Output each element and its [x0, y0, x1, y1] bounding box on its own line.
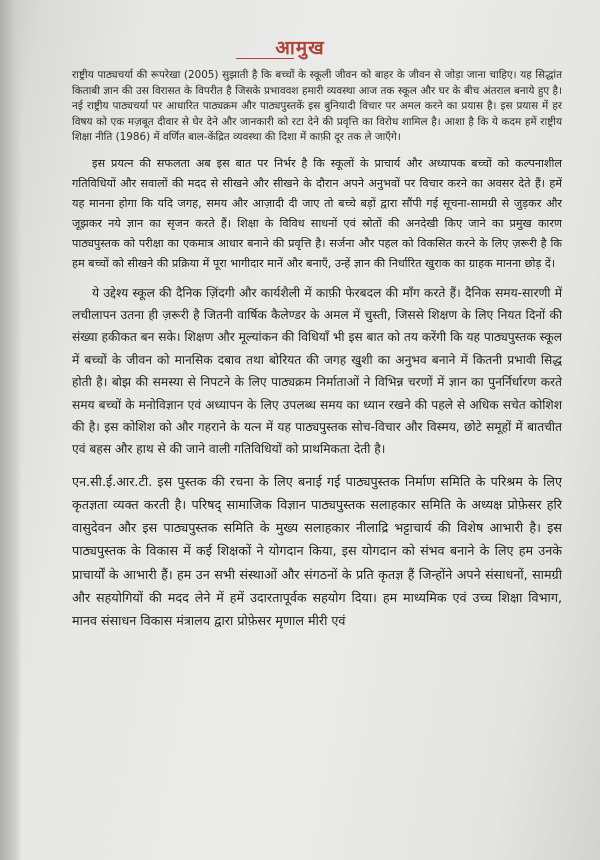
document-body [72, 68, 562, 632]
paragraph-4: एन.सी.ई.आर.टी. इस पुस्तक की रचना के लिए बनाई गई पाठ्यपुस्तक निर्माण समिति के परिश्रम के लिए कृतज्ञता व्यक्त करती है। परिषद् सामाजिक विज्ञान पाठ्यपुस्तक सलाहकार समिति के अध्यक्ष प्रोफ़ेसर हरि वासुदेवन और इस पाठ्यपुस्तक समिति के मुख्य सलाहकार नीलाद्रि भट्टाचार्य की विशेष आभारी है। इस पाठ्यपुस्तक के विकास में कई शिक्षकों ने योगदान किया, इस योगदान को संभव बनाने के लिए हम उनके प्राचार्यों के आभारी हैं। हम उन सभी संस्थाओं और संगठनों के प्रति कृतज्ञ हैं जिन्होंने अपने संसाधनों, सामग्री और सहयोगियों की मदद लेने में हमें उदारतापूर्वक सहयोग दिया। हम माध्यमिक एवं उच्च शिक्षा विभाग, मानव संसाधन विकास मंत्रालय द्वारा प्रोफ़ेसर मृणाल मीरी एवं [72, 473, 562, 628]
paragraph-1: राष्ट्रीय पाठ्यचर्या की रूपरेखा (2005) सुझाती है कि बच्चों के स्कूली जीवन को बाहर के जीवन से जोड़ा जाना चाहिए। यह सिद्धांत किताबी ज्ञान की उस विरासत के विपरीत है जिसके प्रभाववश हमारी व्यवस्था आज तक स्कूल और घर के बीच अंतराल बनाये हुए है। नई राष्ट्रीय पाठ्यचर्या पर आधारित पाठ्यक्रम और पाठ्यपुस्तकें इस बुनियादी विचार पर अमल करने का प्रयास है। इस प्रयास में हर विषय को एक मज़बूत दीवार से घेर देने और जानकारी को रटा देने की प्रवृत्ति का विरोध शामिल है। आशा है कि ये कदम हमें राष्ट्रीय शिक्षा नीति (1986) में वर्णित बाल-केंद्रित व्यवस्था की दिशा में काफ़ी दूर तक ले जाएँगे। [72, 69, 562, 143]
page-binding-shadow [0, 0, 22, 860]
page-title: आमुख [275, 37, 325, 59]
paragraph-2: इस प्रयत्न की सफलता अब इस बात पर निर्भर है कि स्कूलों के प्राचार्य और अध्यापक बच्चों को कल्पनाशील गतिविधियों और सवालों की मदद से सीखने और सीखने के दौरान अपने अनुभवों पर विचार करने का अवसर देते हैं। हमें यह मानना होगा कि यदि जगह, समय और आज़ादी दी जाए तो बच्चे बड़ों द्वारा सौंपी गई सूचना-सामग्री से जुड़कर और जूझकर नये ज्ञान का सृजन करते हैं। शिक्षा के विविध साधनों एवं स्रोतों की अनदेखी किए जाने का प्रमुख कारण पाठ्यपुस्तक को परीक्षा का एकमात्र आधार बनाने की प्रवृत्ति है। सर्जना और पहल को विकसित करने के लिए ज़रूरी है कि हम बच्चों को सीखने की प्रक्रिया में पूरा भागीदार मानें और बनाएँ, उन्हें ज्ञान की निर्धारित खुराक का ग्राहक मानना छोड़ दें। [72, 156, 562, 270]
title-underline [236, 58, 294, 59]
paragraph-3: ये उद्देश्य स्कूल की दैनिक ज़िंदगी और कार्यशैली में काफ़ी फेरबदल की माँग करते हैं। दैनिक समय-सारणी में लचीलापन उतना ही ज़रूरी है जितनी वार्षिक कैलेण्डर के अमल में चुस्ती, जिससे शिक्षण के लिए नियत दिनों की संख्या हकीकत बन सके। शिक्षण और मूल्यांकन की विधियाँ भी इस बात को तय करेंगी कि यह पाठ्यपुस्तक स्कूल में बच्चों के जीवन को मानसिक दबाव तथा बोरियत की जगह खुशी का अनुभव बनाने में कितनी प्रभावी सिद्ध होती है। बोझ की समस्या से निपटने के लिए पाठ्यक्रम निर्माताओं ने विभिन्न चरणों में ज्ञान का पुनर्निर्धारण करते समय बच्चों के मनोविज्ञान एवं अध्यापन के लिए उपलब्ध समय का ध्यान रखने की पहले से अधिक सचेत कोशिश की है। इस कोशिश को और गहराने के यत्न में यह पाठ्यपुस्तक सोच-विचार और विस्मय, छोटे समूहों में बातचीत एवं बहस और हाथ से की जाने वाली गतिविधियों को प्राथमिकता देती है। [72, 285, 562, 457]
